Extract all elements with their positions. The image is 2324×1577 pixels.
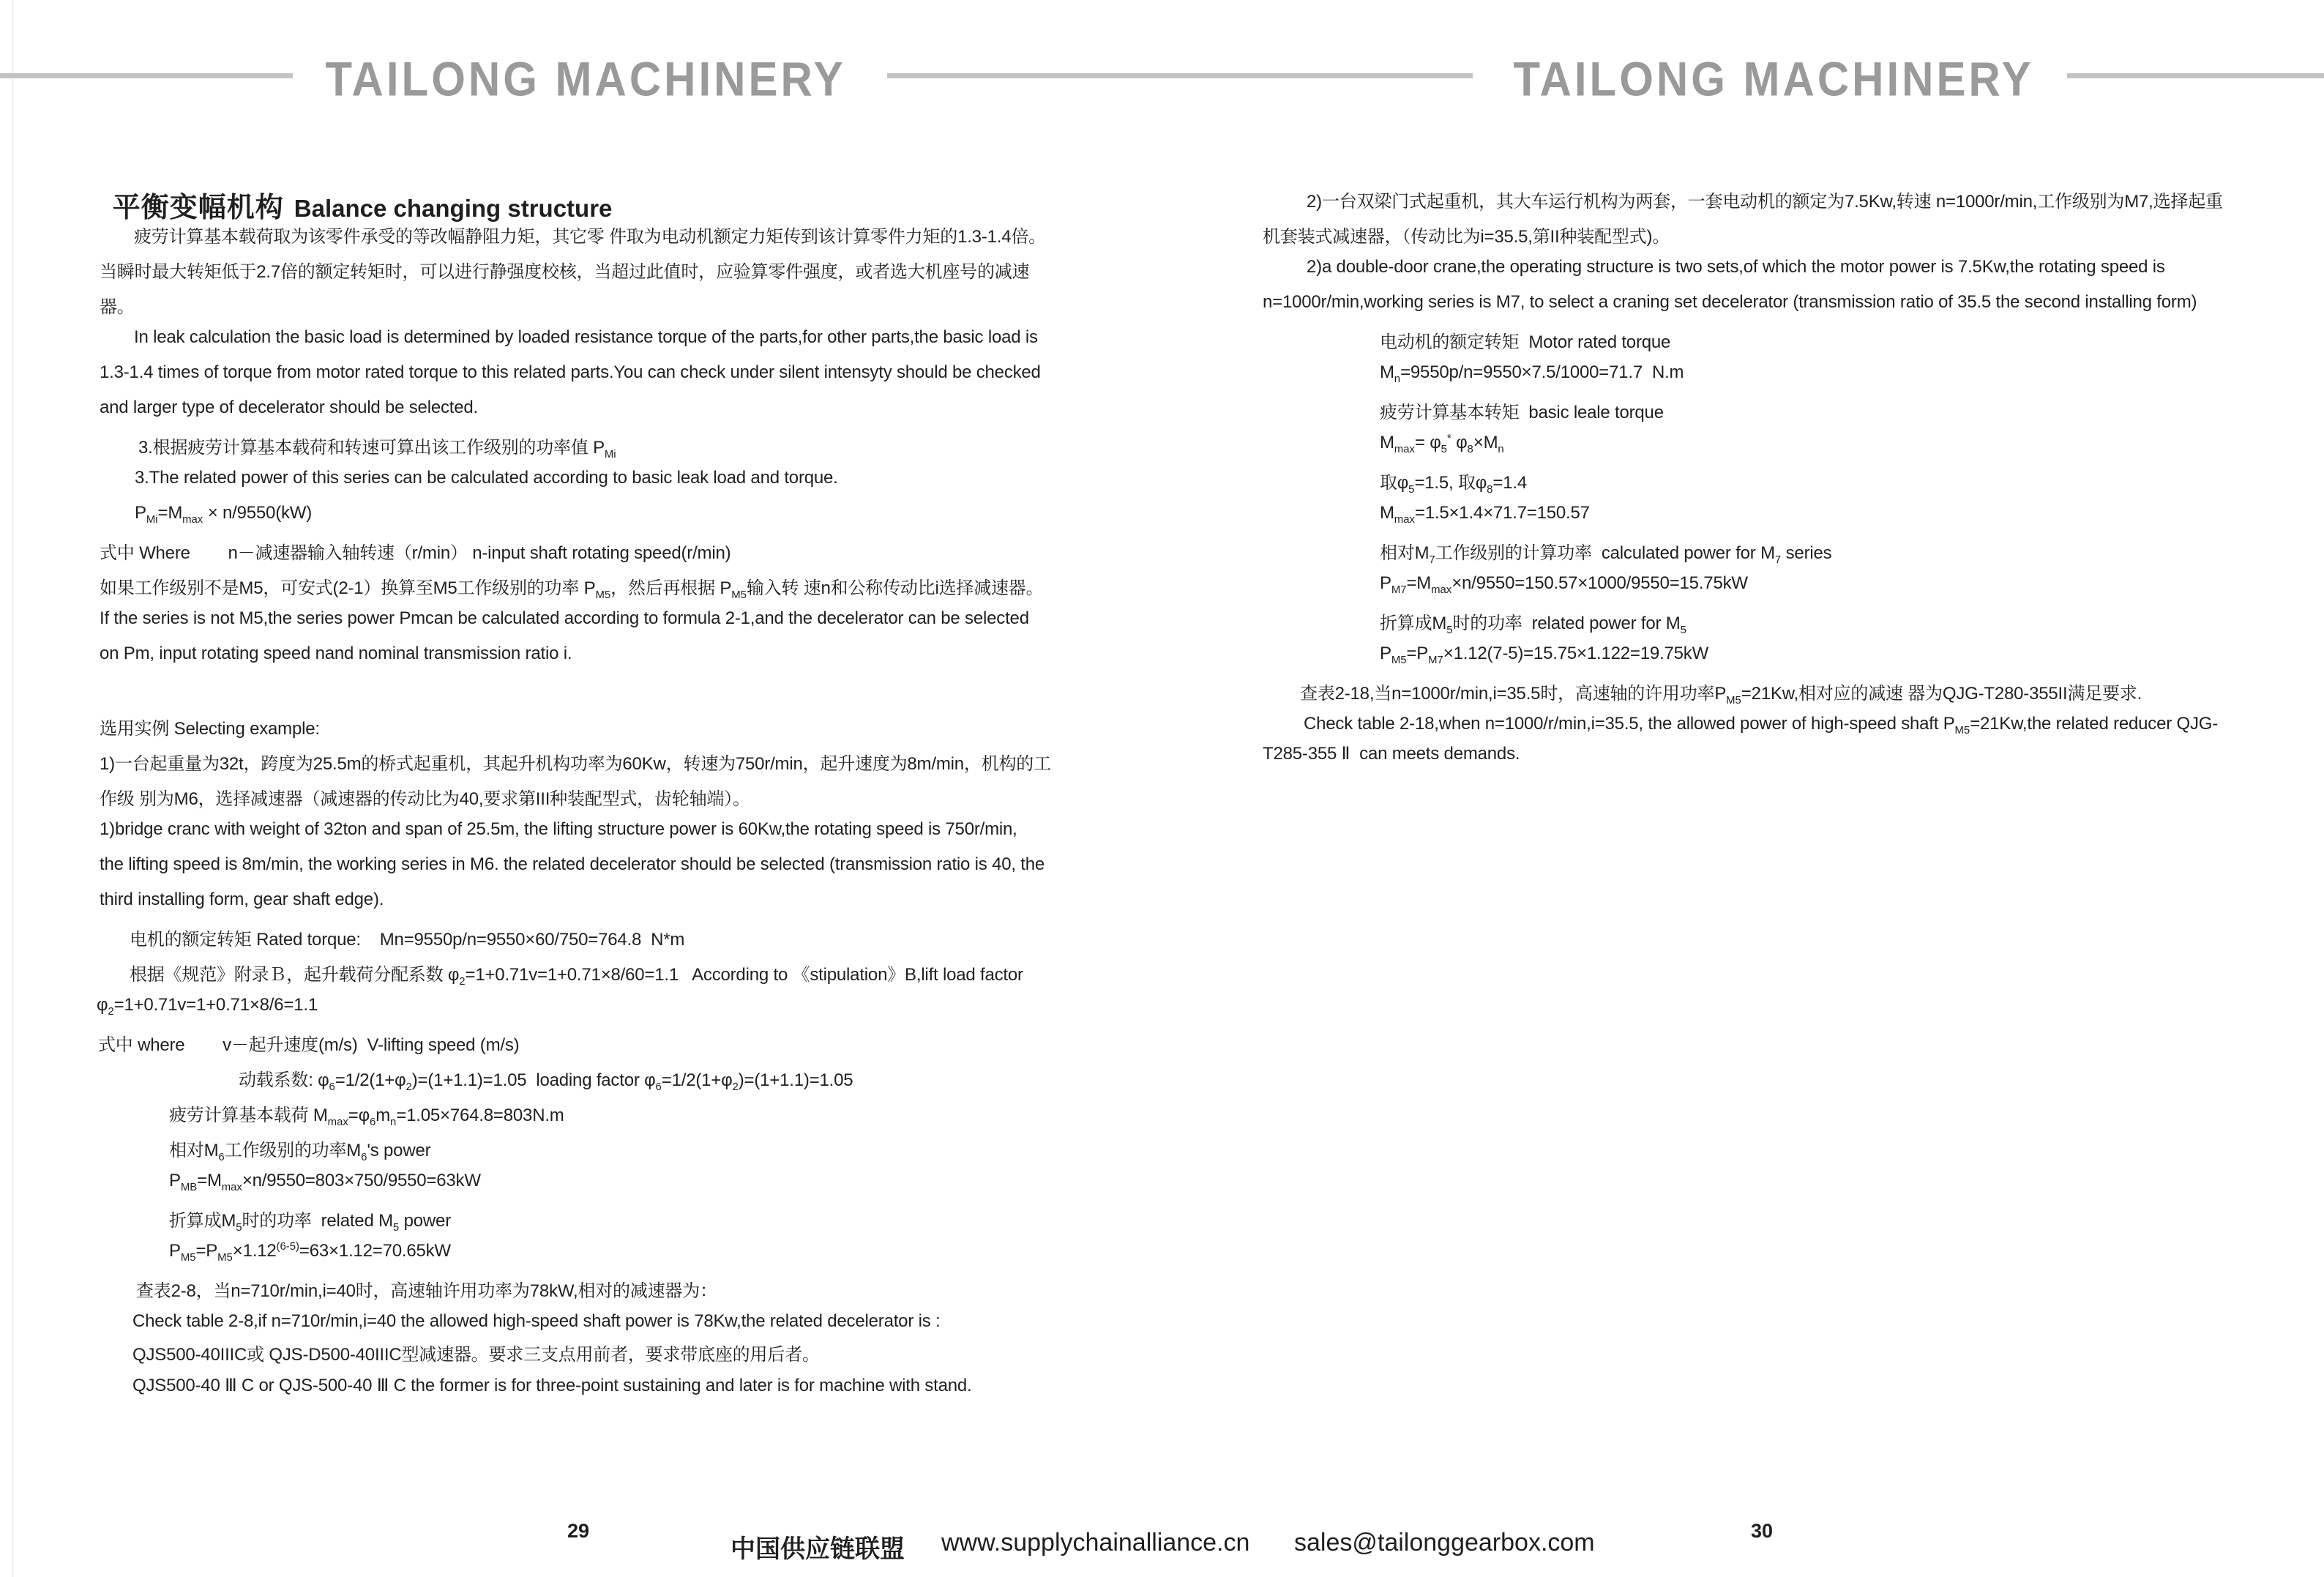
body-text-line: 电机的额定转矩 Rated torque: Mn=9550p/n=9550×60/750=764.8 N*m bbox=[130, 930, 685, 950]
section-heading-chinese: 平衡变幅机构 bbox=[112, 193, 284, 223]
body-text-line: $P_{MB}=M_{max}\times n/9550=803\times 750/9550=63kW$ bbox=[169, 1171, 481, 1193]
body-text-line: T285-355 Ⅱ can meets demands. bbox=[1263, 744, 1520, 764]
body-text-line: 1)bridge cranc with weight of 32ton and span of 25.5m, the lifting structure power is 60Kw,the rotating speed is 750r/min, bbox=[100, 819, 1017, 839]
body-text-line: the lifting speed is 8m/min, the working series in M6. the related decelerator should be selected (transmission ratio is 40, the bbox=[100, 854, 1045, 874]
body-text-line: 根据《规范》附录Ｂ，起升载荷分配系数 $\varphi_2=1+0.71v=1+0.71\times 8/60=1.1$ According to 《stipulation》B,lift load factor bbox=[130, 965, 1023, 988]
body-text-line: In leak calculation the basic load is determined by loaded resistance torque of the parts,for other parts,the basic load is bbox=[134, 327, 1038, 347]
body-text-line: 选用实例 Selecting example: bbox=[100, 719, 320, 739]
brand-logo-right: TAILONG MACHINERY bbox=[1513, 52, 2034, 106]
footer-website-link: www.supplychainalliance.cn bbox=[941, 1529, 1250, 1557]
scan-fold-line bbox=[12, 0, 13, 1577]
body-text-line: 1)一台起重量为32t，跨度为25.5m的桥式起重机，其起升机构功率为60Kw，转速为750r/min，起升速度为8m/min，机构的工 bbox=[100, 754, 1051, 774]
body-text-line: 式中 where v－起升速度(m/s) V-lifting speed (m/s) bbox=[98, 1035, 520, 1055]
body-text-line: 取$\varphi_5=1.5$, 取$\varphi_8=1.4$ bbox=[1380, 473, 1528, 496]
body-text-line: 1.3-1.4 times of torque from motor rated torque to this related parts.You can check under silent intensyty should be checked bbox=[100, 362, 1041, 382]
body-text-line: 折算成$M_5$时的功率 related power for $M_5$ bbox=[1380, 614, 1686, 636]
body-text-line: $\varphi_2=1+0.71v=1+0.71\times 8/6=1.1$ bbox=[97, 995, 318, 1018]
body-text-line: $P_{Mi}=M_{max} \times n/9550(kW)$ bbox=[135, 503, 313, 526]
body-text-line: 疲劳计算基本载荷 $M_{max}=\varphi_6m_n=1.05\times 764.8=803N.m$ bbox=[169, 1106, 564, 1128]
body-text-line: If the series is not M5,the series power Pmcan be calculated according to formula 2-1,and the decelerator can be selected bbox=[100, 608, 1029, 628]
page-number-left: 29 bbox=[567, 1520, 590, 1542]
body-text-line: 当瞬时最大转矩低于2.7倍的额定转矩时，可以进行静强度校核，当超过此值时，应验算零件强度，或者选大机座号的减速 bbox=[100, 262, 1030, 282]
body-text-line: third installing form, gear shaft edge). bbox=[100, 890, 384, 909]
body-text-line: 如果工作级别不是M5，可安式(2-1）换算至M5工作级别的功率 $P_{M5}$，然后再根据 $P_{M5}$输入转 速n和公称传动比i选择减速器。 bbox=[100, 578, 1044, 601]
body-text-line: 3.根据疲劳计算基本载荷和转速可算出该工作级别的功率值 $P_{Mi}$ bbox=[138, 438, 616, 461]
brand-logo-left: TAILONG MACHINERY bbox=[325, 52, 846, 106]
body-text-line: 动载系数: $\varphi_6=1/2(1+\varphi_2)=(1+1.1)=1.05$ loading factor $\varphi_6=1/2(1+\varphi_2)=(1+1.1)=1.05$ bbox=[239, 1070, 853, 1093]
body-text-line: QJS500-40IIIC或 QJS-D500-40IIIC型减速器。要求三支点用前者，要求带底座的用后者。 bbox=[132, 1345, 820, 1365]
body-text-line: Check table 2-18,when n=1000/r/min,i=35.5, the allowed power of high-speed shaft $P_{M5}=21Kw,the$ related reducer QJG- bbox=[1304, 714, 2219, 737]
body-text-line: 查表2-18,当n=1000r/min,i=35.5时，高速轴的许用功率$P_{M5}=21Kw$,相对应的减速 器为QJG-T280-355II满足要求. bbox=[1300, 684, 2142, 707]
body-text-line: 2)a double-door crane,the operating structure is two sets,of which the motor power is 7.5Kw,the rotating speed is bbox=[1307, 257, 2165, 277]
header-rule-center bbox=[887, 73, 1473, 78]
body-text-line: on Pm, input rotating speed nand nominal transmission ratio i. bbox=[100, 644, 572, 663]
body-text-line: and larger type of decelerator should be selected. bbox=[100, 398, 479, 417]
body-text-line: $P_{M5}=P_{M5}\times 1.12^{(6-5)}=63\times 1.12=70.65kW$ bbox=[169, 1241, 451, 1264]
body-text-line: 相对$M_6$工作级别的功率$M_6's$ power bbox=[169, 1141, 431, 1163]
body-text-line: 疲劳计算基本载荷取为该零件承受的等改幅静阻力矩，其它零 件取为电动机额定力矩传到该计算零件力矩的1.3-1.4倍。 bbox=[134, 227, 1046, 247]
page-number-right: 30 bbox=[1751, 1520, 1774, 1542]
body-text-line: 电动机的额定转矩 Motor rated torque bbox=[1380, 332, 1671, 352]
body-text-line: 3.The related power of this series can be calculated according to basic leak load and torque. bbox=[135, 468, 838, 488]
section-heading-english: Balance changing structure bbox=[294, 195, 613, 222]
body-text-line: $P_{M5}=P_{M7}\times 1.12(7-5)=15.75\times 1.122=19.75kW$ bbox=[1380, 644, 1709, 666]
body-text-line: $M_{max}=1.5\times 1.4\times 71.7=150.57$ bbox=[1380, 503, 1590, 526]
header-rule-left bbox=[0, 73, 293, 78]
footer-email-link: sales@tailonggearbox.com bbox=[1294, 1529, 1595, 1557]
body-text-line: 作级 别为M6，选择减速器（减速器的传动比为40,要求第III种装配型式，齿轮轴端）。 bbox=[100, 789, 750, 809]
body-text-line: $M_n=9550p/n=9550\times 7.5/1000=71.7$ N.m bbox=[1380, 362, 1684, 385]
body-text-line: 折算成$M_5$时的功率 related $M_5$ power bbox=[169, 1211, 451, 1234]
footer-alliance-label: 中国供应链联盟 bbox=[731, 1535, 905, 1563]
body-text-line: 疲劳计算基本转矩 basic leale torque bbox=[1380, 403, 1664, 422]
body-text-line: 相对$M_7$工作级别的计算功率 calculated power for $M_7$ series bbox=[1380, 543, 1832, 566]
body-text-line: $M_{max}= \varphi_5^*$ $\varphi_8\times M_n$ bbox=[1380, 433, 1504, 455]
body-text-line: n=1000r/min,working series is M7, to select a craning set decelerator (transmission ratio of 35.5 the second installing form) bbox=[1263, 292, 2197, 312]
header-rule-right bbox=[2067, 73, 2324, 78]
body-text-line: 查表2-8，当n=710r/min,i=40时，高速轴许用功率为78kW,相对的减速器为： bbox=[136, 1281, 717, 1301]
body-text-line: 机套装式减速器，（传动比为i=35.5,第II种装配型式)。 bbox=[1263, 227, 1670, 247]
body-text-line: 2)一台双梁门式起重机，其大车运行机构为两套，一套电动机的额定为7.5Kw,转速 n=1000r/min,工作级别为M7,选择起重 bbox=[1307, 192, 2223, 212]
body-text-line: Check table 2-8,if n=710r/min,i=40 the allowed high-speed shaft power is 78Kw,the related decelerator is : bbox=[132, 1311, 941, 1331]
body-text-line: 器。 bbox=[100, 297, 135, 317]
body-text-line: $P_{M7}=M_{max}\times n/9550=150.57\times 1000/9550=15.75kW$ bbox=[1380, 573, 1748, 596]
body-text-line: QJS500-40 Ⅲ C or QJS-500-40 Ⅲ C the former is for three-point sustaining and later is for machine with stand. bbox=[132, 1376, 972, 1395]
body-text-line: 式中 Where n－减速器输入轴转速（r/min） n-input shaft rotating speed(r/min) bbox=[100, 543, 731, 563]
